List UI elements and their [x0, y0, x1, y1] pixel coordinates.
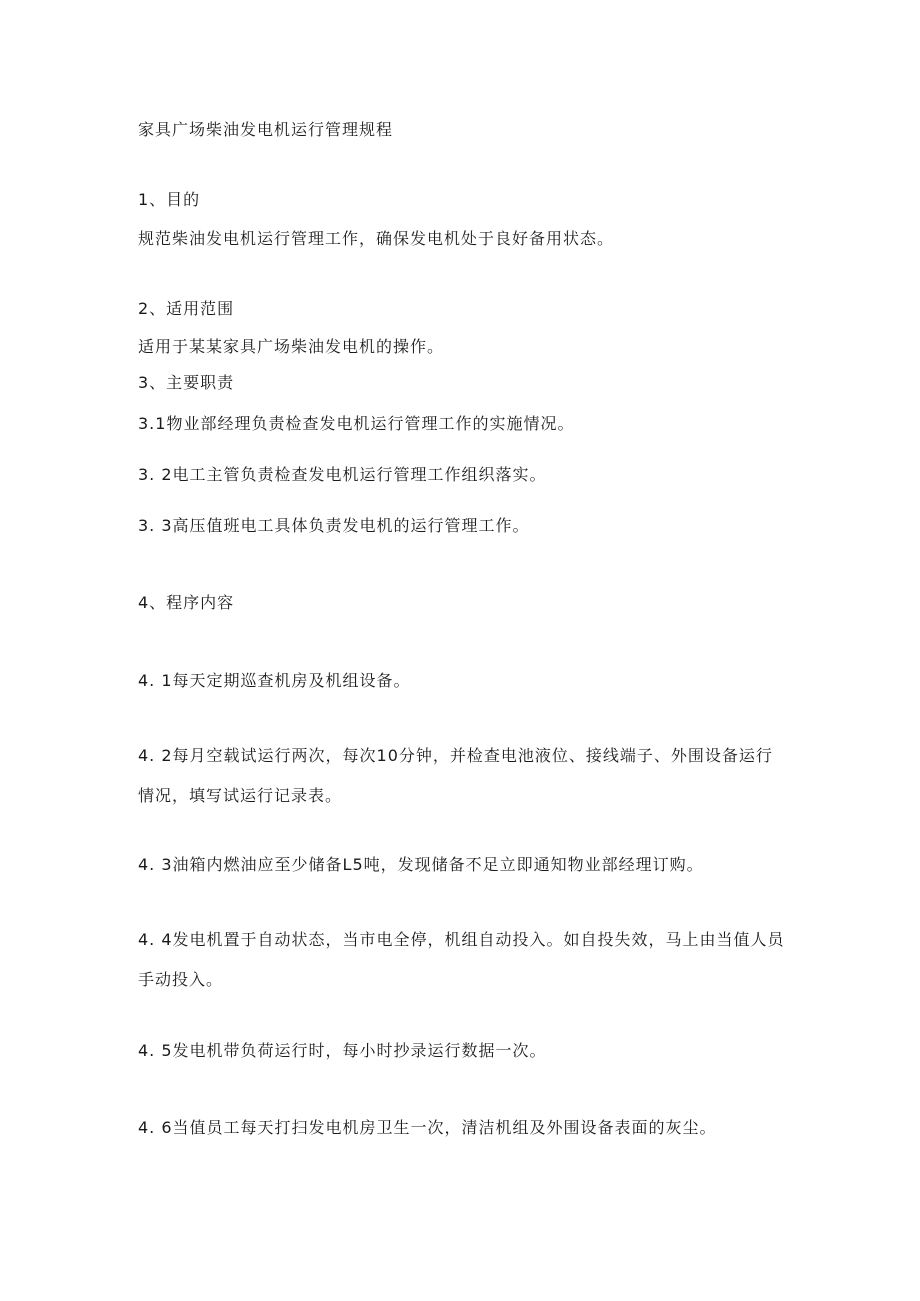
- section-2-text: 适用于某某家具广场柴油发电机的操作。: [138, 337, 445, 356]
- section-4-2: 4. 2每月空载试运行两次，每次10分钟，并检查电池液位、接线端子、外围设备运行情况，填写试运行记录表。: [138, 746, 773, 805]
- section-1-heading: 1、目的: [138, 190, 201, 209]
- section-1-text: 规范柴油发电机运行管理工作，确保发电机处于良好备用状态。: [138, 229, 615, 248]
- section-4-4: 4. 4发电机置于自动状态，当市电全停，机组自动投入。如自投失效，马上由当值人员手动投入。: [138, 930, 785, 989]
- document-title: 家具广场柴油发电机运行管理规程: [138, 120, 394, 139]
- section-2-heading: 2、适用范围: [138, 299, 235, 318]
- section-4-3: 4. 3油箱内燃油应至少储备L5吨，发现储备不足立即通知物业部经理订购。: [138, 855, 704, 874]
- section-3-2: 3. 2电工主管负责检查发电机运行管理工作组织落实。: [138, 465, 547, 484]
- section-4-1: 4. 1每天定期巡查机房及机组设备。: [138, 671, 411, 690]
- section-4-6: 4. 6当值员工每天打扫发电机房卫生一次，清洁机组及外围设备表面的灰尘。: [138, 1118, 717, 1137]
- section-3-1: 3.1物业部经理负责检查发电机运行管理工作的实施情况。: [138, 414, 575, 433]
- section-4-heading: 4、程序内容: [138, 593, 235, 612]
- section-3-3: 3. 3高压值班电工具体负责发电机的运行管理工作。: [138, 516, 530, 535]
- section-3-heading: 3、主要职责: [138, 373, 235, 392]
- section-4-5: 4. 5发电机带负荷运行时，每小时抄录运行数据一次。: [138, 1041, 547, 1060]
